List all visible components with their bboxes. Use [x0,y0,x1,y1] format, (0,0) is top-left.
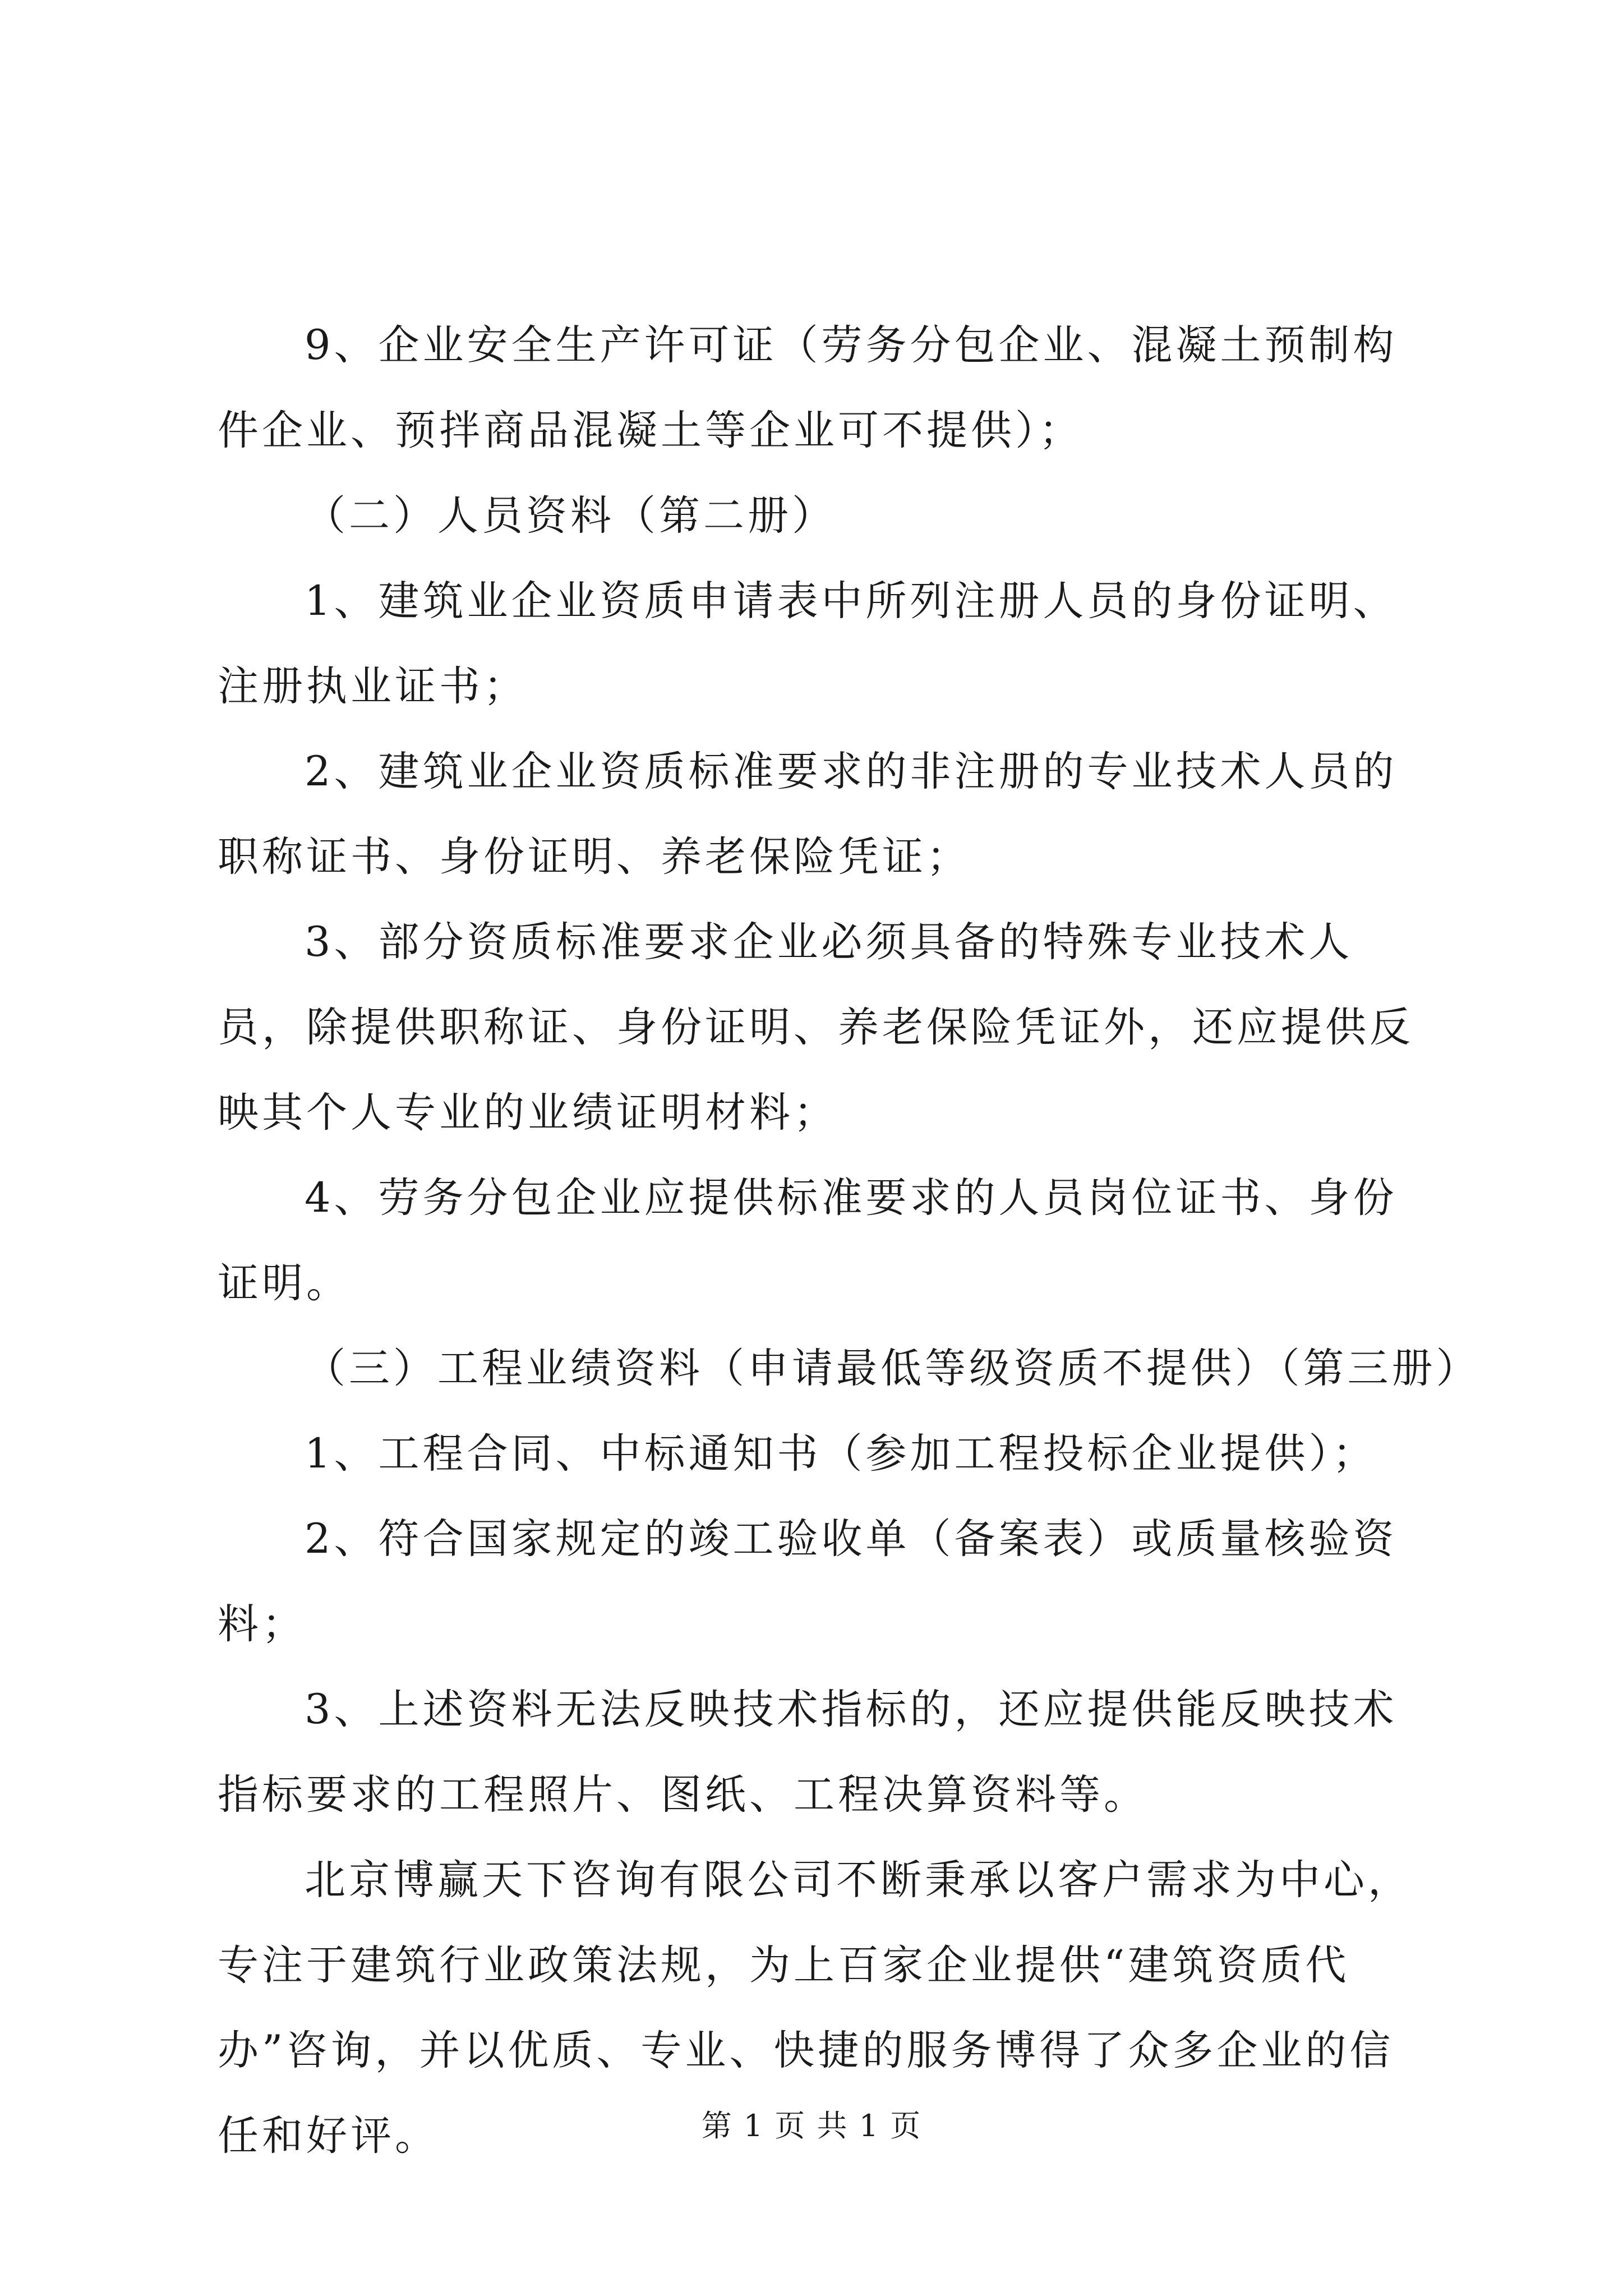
paragraph-personnel-3: 3、部分资质标准要求企业必须具备的特殊专业技术人员，除提供职称证、身份证明、养老保险凭证外，还应提供反映其个人专业的业绩证明材料； [218,918,1414,1137]
paragraph-item-9: 9、企业安全生产许可证（劳务分包企业、混凝土预制构件企业、预拌商品混凝土等企业可不提供）； [218,321,1398,454]
page-footer: 第 1 页 共 1 页 [701,2108,922,2143]
paragraph-personnel-4: 4、劳务分包企业应提供标准要求的人员岗位证书、身份证明。 [218,1174,1398,1307]
paragraph-company-statement: 北京博赢天下咨询有限公司不断秉承以客户需求为中心，专注于建筑行业政策法规，为上百家企业提供“建筑资质代办”咨询，并以优质、专业、快捷的服务博得了众多企业的信任和好评。 [218,1856,1412,2160]
section-heading-performance: （三）工程业绩资料（申请最低等级资质不提供）（第三册） [305,1345,1481,1392]
paragraph-performance-1: 1、工程合同、中标通知书（参加工程投标企业提供）； [305,1430,1377,1478]
paragraph-personnel-2: 2、建筑业企业资质标准要求的非注册的专业技术人员的职称证书、身份证明、养老保险凭证； [218,748,1398,881]
paragraph-performance-3: 3、上述资料无法反映技术指标的，还应提供能反映技术指标要求的工程照片、图纸、工程决算资料等。 [218,1686,1398,1819]
document-body [218,303,1481,2179]
paragraph-personnel-1: 1、建筑业企业资质申请表中所列注册人员的身份证明、注册执业证书； [218,577,1398,710]
section-heading-personnel: （二）人员资料（第二册） [305,492,836,540]
paragraph-performance-2: 2、符合国家规定的竣工验收单（备案表）或质量核验资料； [218,1515,1398,1648]
